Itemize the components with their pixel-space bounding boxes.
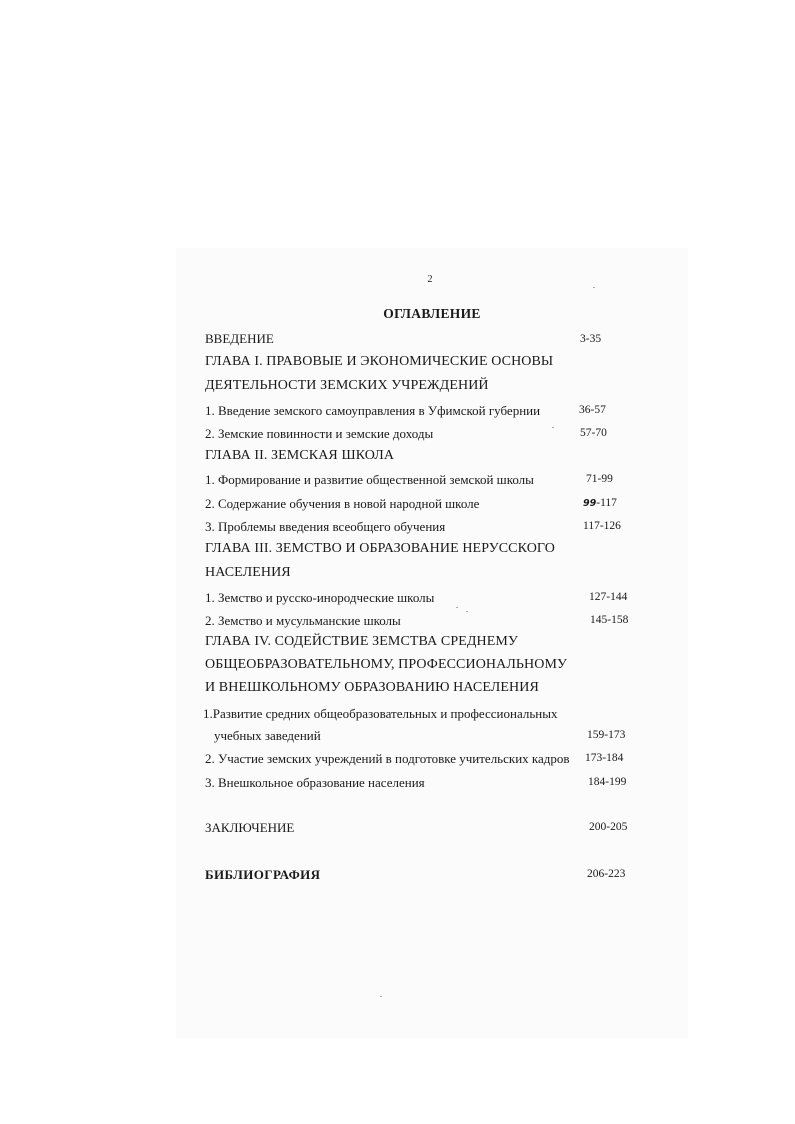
toc-section: 2. Участие земских учреждений в подготовке учительских кадров (205, 751, 570, 766)
toc-pages: 71-99 (586, 473, 613, 485)
toc-pages: 184-199 (588, 776, 627, 788)
toc-pages: 36-57 (579, 404, 606, 416)
toc-chapter-heading: ОБЩЕОБРАЗОВАТЕЛЬНОМУ, ПРОФЕССИОНАЛЬНОМУ (205, 657, 568, 672)
toc-section: 2. Содержание обучения в новой народной школе (205, 496, 480, 511)
toc-section: 1. Формирование и развитие общественной земской школы (205, 472, 534, 487)
toc-section: учебных заведений (214, 728, 321, 743)
toc-pages: 3-35 (580, 333, 602, 345)
toc-chapter-heading: ГЛАВА II. ЗЕМСКАЯ ШКОЛА (205, 448, 395, 463)
page-number: 2 (427, 274, 433, 285)
toc-pages: 159-173 (587, 729, 626, 741)
toc-section: 3. Проблемы введения всеобщего обучения (205, 519, 446, 534)
toc-section: 2. Земство и мусульманские школы (205, 613, 401, 628)
toc-pages: 206-223 (587, 868, 626, 880)
toc-section: 1.Развитие средних общеобразовательных и профессиональных (203, 706, 558, 721)
toc-chapter-heading: ГЛАВА I. ПРАВОВЫЕ И ЭКОНОМИЧЕСКИЕ ОСНОВЫ (205, 354, 554, 369)
toc-pages: 200-205 (589, 821, 628, 833)
scan-speck (552, 427, 554, 428)
toc-chapter-heading: ДЕЯТЕЛЬНОСТИ ЗЕМСКИХ УЧРЕЖДЕНИЙ (205, 378, 489, 393)
toc-entry-introduction: ВВЕДЕНИЕ (205, 331, 274, 346)
scan-speck (456, 607, 458, 608)
toc-section: 2. Земские повинности и земские доходы (205, 426, 434, 441)
toc-entry-conclusion: ЗАКЛЮЧЕНИЕ (205, 820, 295, 835)
toc-pages: 145-158 (590, 614, 629, 626)
toc-chapter-heading: НАСЕЛЕНИЯ (205, 565, 291, 580)
toc-section: 1. Введение земского самоуправления в Уфимской губернии (205, 403, 541, 418)
toc-chapter-heading: ГЛАВА III. ЗЕМСТВО И ОБРАЗОВАНИЕ НЕРУССКОГО (205, 541, 555, 556)
toc-pages: 99-117 (583, 497, 617, 509)
toc-section: 3. Внешкольное образование населения (205, 775, 425, 790)
toc-title: ОГЛАВЛЕНИЕ (383, 306, 481, 321)
toc-pages: 173-184 (585, 752, 624, 764)
toc-entry-bibliography: БИБЛИОГРАФИЯ (205, 867, 321, 882)
toc-pages: 117-126 (583, 520, 621, 532)
scan-speck (466, 611, 468, 612)
handwritten-page-number: 99 (583, 498, 597, 509)
toc-section: 1. Земство и русско-инородческие школы (205, 590, 435, 605)
toc-pages: 57-70 (580, 427, 607, 439)
toc-chapter-heading: И ВНЕШКОЛЬНОМУ ОБРАЗОВАНИЮ НАСЕЛЕНИЯ (205, 680, 539, 695)
scan-speck (593, 287, 595, 288)
toc-pages: 127-144 (589, 591, 628, 603)
scan-speck (380, 996, 382, 997)
toc-chapter-heading: ГЛАВА IV. СОДЕЙСТВИЕ ЗЕМСТВА СРЕДНЕМУ (205, 634, 518, 649)
